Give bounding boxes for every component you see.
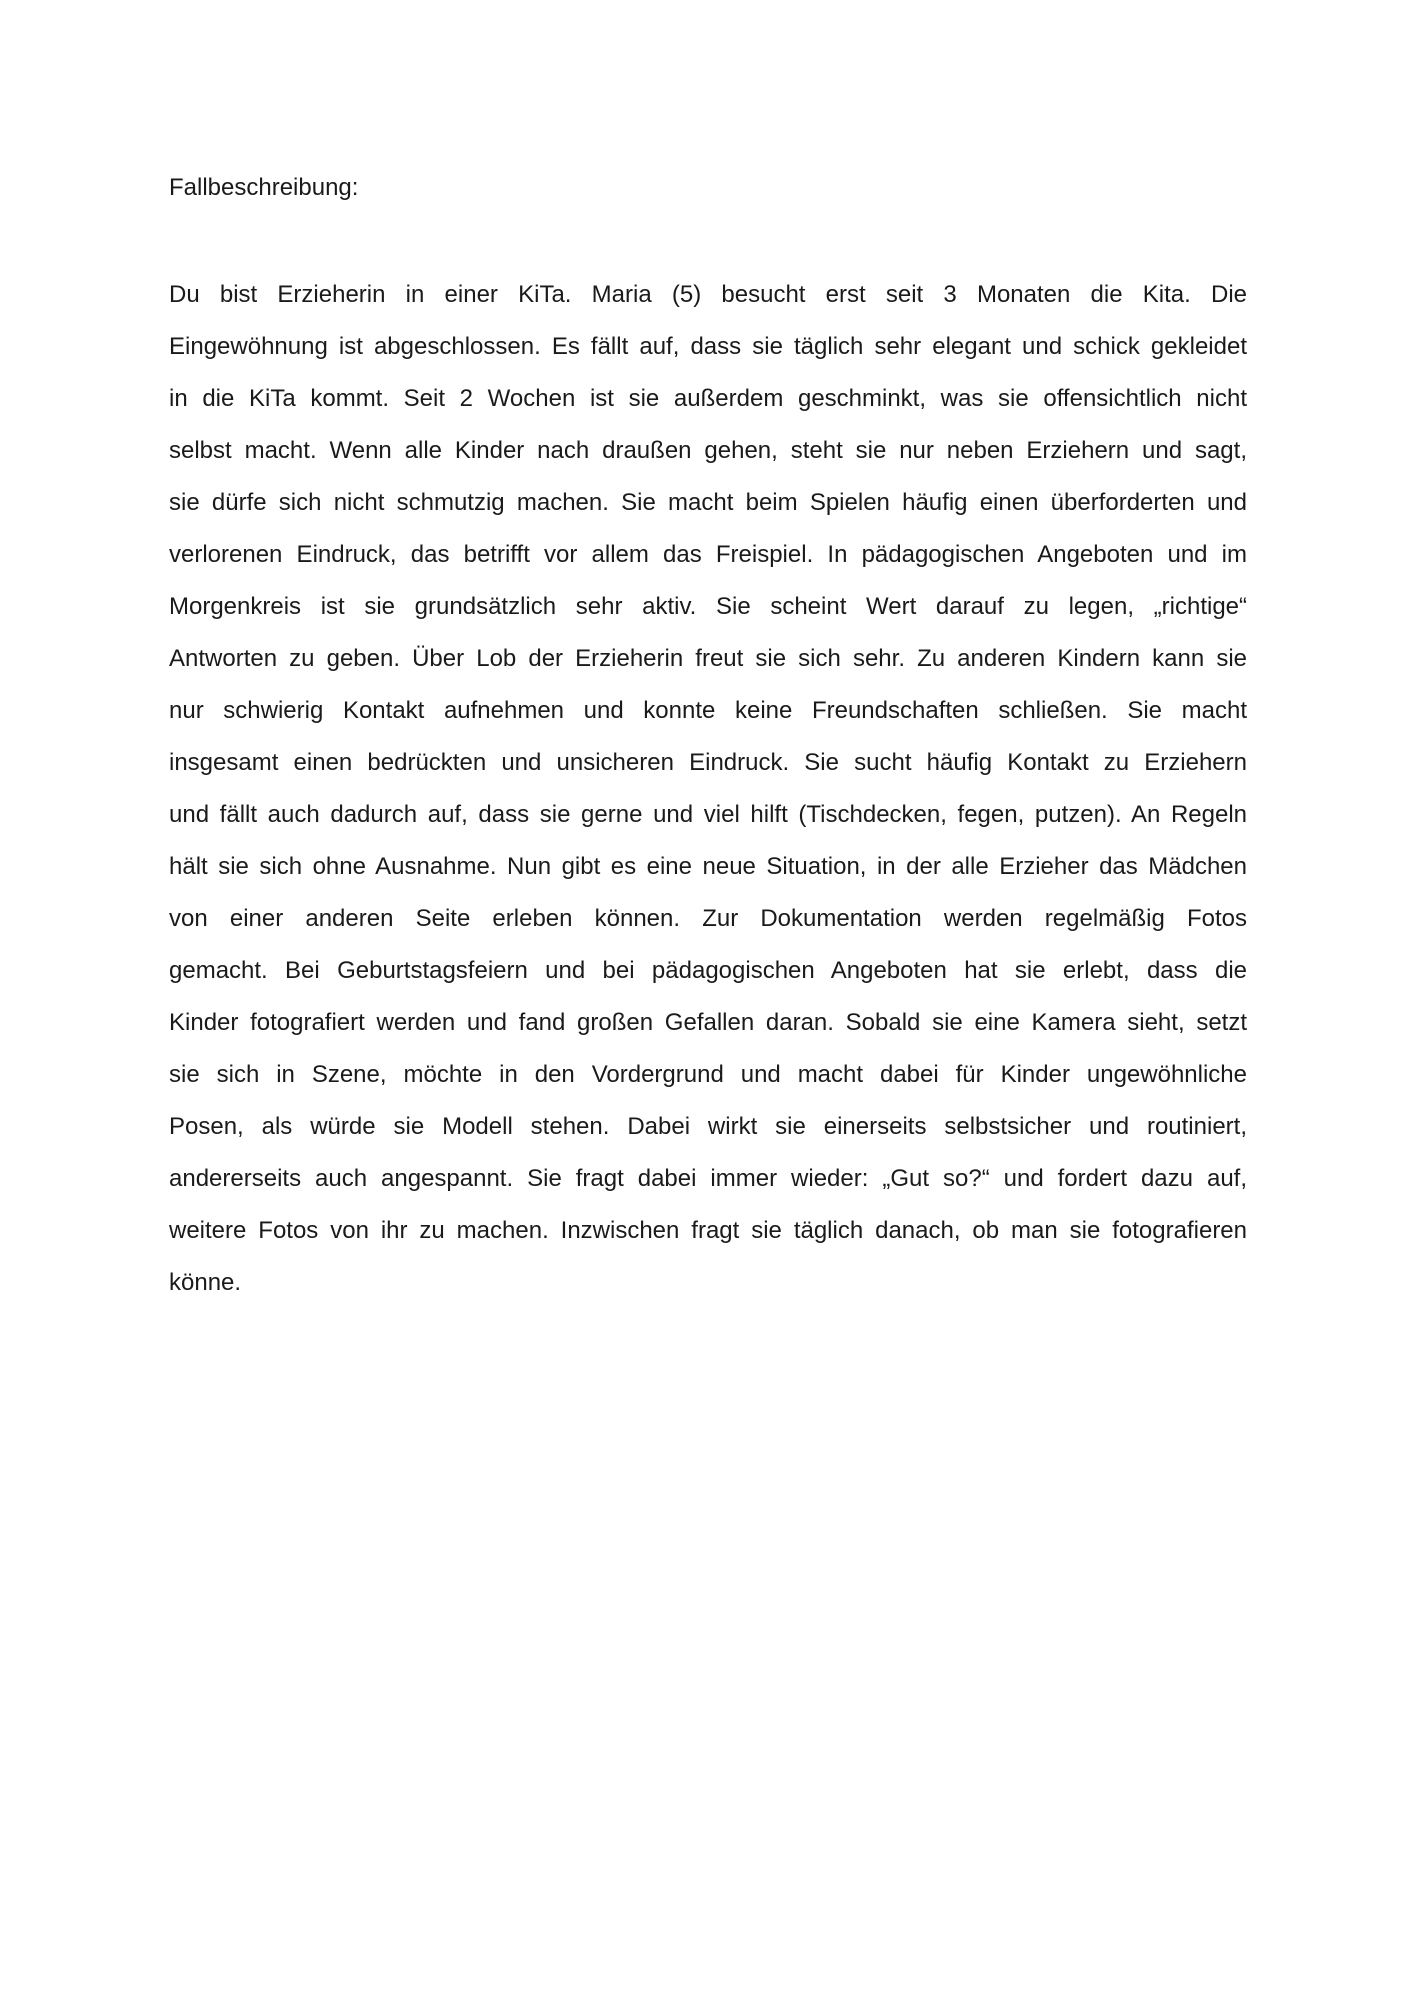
text-line: hält sie sich ohne Ausnahme. Nun gibt es eine neue Situation, in der alle Erzieher das Mädchen (169, 853, 1247, 880)
text-line: in die KiTa kommt. Seit 2 Wochen ist sie außerdem geschminkt, was sie offensichtlich nicht (169, 385, 1247, 412)
text-line: sie sich in Szene, möchte in den Vordergrund und macht dabei für Kinder ungewöhnliche (169, 1061, 1247, 1088)
text-line: Posen, als würde sie Modell stehen. Dabei wirkt sie einerseits selbstsicher und routiniert, (169, 1113, 1247, 1140)
text-line: von einer anderen Seite erleben können. Zur Dokumentation werden regelmäßig Fotos (169, 905, 1247, 932)
text-line: weitere Fotos von ihr zu machen. Inzwischen fragt sie täglich danach, ob man sie fotografieren (169, 1217, 1247, 1244)
text-line: selbst macht. Wenn alle Kinder nach draußen gehen, steht sie nur neben Erziehern und sagt, (169, 437, 1247, 464)
text-line: sie dürfe sich nicht schmutzig machen. Sie macht beim Spielen häufig einen überforderten und (169, 489, 1247, 516)
text-line: nur schwierig Kontakt aufnehmen und konnte keine Freundschaften schließen. Sie macht (169, 697, 1247, 724)
text-line: Antworten zu geben. Über Lob der Erzieherin freut sie sich sehr. Zu anderen Kindern kann sie (169, 645, 1247, 672)
text-line: Du bist Erzieherin in einer KiTa. Maria (5) besucht erst seit 3 Monaten die Kita. Die (169, 281, 1247, 308)
text-line: verlorenen Eindruck, das betrifft vor allem das Freispiel. In pädagogischen Angeboten und im (169, 541, 1247, 568)
text-line: andererseits auch angespannt. Sie fragt dabei immer wieder: „Gut so?“ und fordert dazu auf, (169, 1165, 1247, 1192)
text-line: gemacht. Bei Geburtstagsfeiern und bei pädagogischen Angeboten hat sie erlebt, dass die (169, 957, 1247, 984)
case-description (169, 269, 1247, 1309)
text-line: Kinder fotografiert werden und fand großen Gefallen daran. Sobald sie eine Kamera sieht, setzt (169, 1009, 1247, 1036)
case-heading: Fallbeschreibung: (169, 174, 359, 201)
text-line: Eingewöhnung ist abgeschlossen. Es fällt auf, dass sie täglich sehr elegant und schick gekleidet (169, 333, 1247, 360)
text-line: könne. (169, 1269, 242, 1296)
text-line: Morgenkreis ist sie grundsätzlich sehr aktiv. Sie scheint Wert darauf zu legen, „richtige“ (169, 593, 1247, 620)
text-line: und fällt auch dadurch auf, dass sie gerne und viel hilft (Tischdecken, fegen, putzen). An Regeln (169, 801, 1247, 828)
text-line: insgesamt einen bedrückten und unsicheren Eindruck. Sie sucht häufig Kontakt zu Erziehern (169, 749, 1247, 776)
